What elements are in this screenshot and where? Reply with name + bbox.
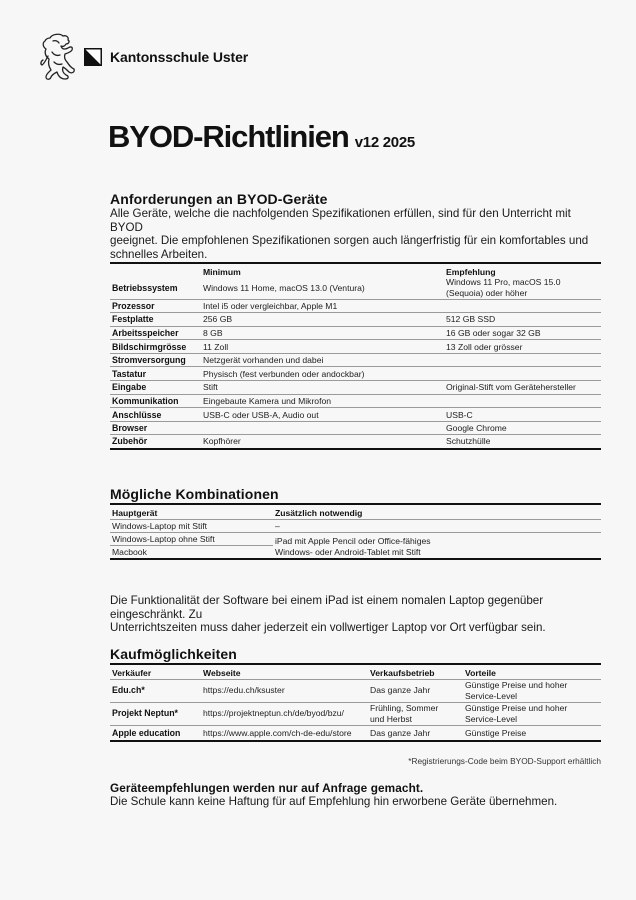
column-header-website: Webseite bbox=[201, 664, 368, 679]
column-header-seller: Verkäufer bbox=[110, 664, 201, 679]
column-header bbox=[110, 263, 201, 277]
minimum-value: Eingebaute Kamera und Mikrofon bbox=[203, 395, 332, 406]
column-header-additional: Zusätzlich notwendig bbox=[273, 504, 601, 519]
column-header-device: Hauptgerät bbox=[110, 504, 273, 519]
table-row bbox=[110, 519, 601, 532]
minimum-value: 8 GB bbox=[203, 327, 223, 338]
row-label: Arbeitsspeicher bbox=[112, 327, 179, 338]
benefits bbox=[463, 679, 601, 702]
table-row bbox=[110, 421, 601, 435]
zurich-canton-square-icon bbox=[84, 48, 102, 66]
table-row bbox=[110, 340, 601, 354]
title-version: v12 2025 bbox=[354, 134, 415, 151]
table-header-row bbox=[110, 504, 601, 519]
table-row bbox=[110, 313, 601, 327]
benefits bbox=[463, 702, 601, 725]
row-label: Eingabe bbox=[112, 382, 147, 393]
row-label: Stromversorgung bbox=[112, 355, 186, 366]
disclaimer-text: Die Schule kann keine Haftung für auf Empfehlung hin erworbene Geräte übernehmen. bbox=[110, 795, 558, 808]
minimum-value: 11 Zoll bbox=[203, 341, 229, 352]
combinations-heading: Mögliche Kombinationen bbox=[110, 486, 279, 502]
recommended-value: Original-Stift vom Gerätehersteller bbox=[446, 382, 576, 393]
zurich-lion-icon bbox=[38, 32, 78, 82]
recommended-value bbox=[444, 353, 601, 367]
purchase-heading: Kaufmöglichkeiten bbox=[110, 646, 237, 662]
note-line: Unterrichtszeiten muss daher jederzeit ein vollwertiger Laptop vor Ort verfügbar sein. bbox=[110, 621, 546, 635]
recommended-value: Google Chrome bbox=[446, 423, 507, 434]
minimum-value: Kopfhörer bbox=[203, 436, 241, 447]
benefits-line: Günstige Preise und hoher bbox=[465, 680, 568, 690]
row-label: Prozessor bbox=[112, 300, 155, 311]
column-header-benefits: Vorteile bbox=[463, 664, 601, 679]
device-name: Macbook bbox=[112, 546, 147, 557]
benefits-line: Service-Level bbox=[465, 713, 518, 724]
column-header-recommended: Empfehlung bbox=[446, 266, 496, 277]
row-label: Anschlüsse bbox=[112, 409, 162, 420]
row-label: Tastatur bbox=[112, 368, 147, 379]
table-row bbox=[110, 326, 601, 340]
recommended-line: Windows 11 Pro, macOS 15.0 bbox=[446, 277, 561, 288]
seller-website-link[interactable]: https://edu.ch/ksuster bbox=[201, 679, 368, 702]
minimum-value: USB-C oder USB-A, Audio out bbox=[203, 409, 319, 420]
requirements-table bbox=[110, 262, 601, 450]
page-title bbox=[108, 119, 415, 155]
additional-requirement bbox=[273, 532, 601, 559]
seller-name: Projekt Neptun* bbox=[110, 702, 201, 725]
recommended-value bbox=[444, 299, 601, 313]
row-label: Kommunikation bbox=[112, 395, 179, 406]
minimum-value: 256 GB bbox=[203, 314, 233, 325]
recommended-value bbox=[444, 394, 601, 408]
recommended-value: 16 GB oder sogar 32 GB bbox=[446, 327, 541, 338]
minimum-value: Netzgerät vorhanden und dabei bbox=[203, 355, 324, 366]
recommended-value bbox=[444, 277, 601, 299]
availability-line: Frühling, Sommer bbox=[370, 703, 439, 713]
requirements-heading: Anforderungen an BYOD-Geräte bbox=[110, 191, 328, 207]
row-label: Bildschirmgrösse bbox=[112, 341, 187, 352]
minimum-value bbox=[201, 421, 444, 435]
disclaimer-heading: Geräteempfehlungen werden nur auf Anfrage gemacht. bbox=[110, 781, 424, 795]
table-row bbox=[110, 381, 601, 395]
availability: Das ganze Jahr bbox=[368, 679, 463, 702]
minimum-value: Physisch (fest verbunden oder andockbar) bbox=[203, 368, 365, 379]
additional-line: Windows- oder Android-Tablet mit Stift bbox=[275, 546, 421, 557]
table-row bbox=[110, 408, 601, 422]
availability-line: und Herbst bbox=[370, 713, 413, 724]
recommended-line: (Sequoia) oder höher bbox=[446, 287, 528, 298]
table-header-row bbox=[110, 664, 601, 679]
minimum-value: Stift bbox=[203, 382, 218, 393]
device-name: Windows-Laptop mit Stift bbox=[110, 519, 273, 532]
row-label: Zubehör bbox=[112, 436, 148, 447]
table-row bbox=[110, 299, 601, 313]
row-label: Browser bbox=[112, 423, 148, 434]
recommended-value: 512 GB SSD bbox=[446, 314, 496, 325]
seller-website-link[interactable]: https://www.apple.com/ch-de-edu/store bbox=[203, 727, 352, 738]
requirements-intro bbox=[110, 207, 600, 261]
intro-line: Alle Geräte, welche die nachfolgenden Spezifikationen erfüllen, sind für den Unterricht mit BYOD bbox=[110, 207, 571, 234]
purchase-table bbox=[110, 663, 601, 742]
additional-line: iPad mit Apple Pencil oder Office-fähiges bbox=[275, 536, 431, 547]
intro-line: schnelles Arbeiten. bbox=[110, 247, 208, 261]
recommended-value: USB-C bbox=[446, 409, 473, 420]
school-name: Kantonsschule Uster bbox=[110, 49, 249, 65]
intro-line: geeignet. Die empfohlenen Spezifikationen sorgen auch längerfristig für ein komfortables und bbox=[110, 234, 589, 248]
minimum-value: Intel i5 oder vergleichbar, Apple M1 bbox=[203, 300, 338, 311]
device-name: Windows-Laptop ohne Stift bbox=[110, 532, 273, 545]
table-row bbox=[110, 435, 601, 449]
combinations-note bbox=[110, 594, 605, 635]
benefits-line: Service-Level bbox=[465, 690, 518, 701]
table-row bbox=[110, 532, 601, 545]
combinations-table bbox=[110, 503, 601, 560]
column-header-minimum: Minimum bbox=[203, 266, 241, 277]
additional-requirement: – bbox=[273, 519, 601, 532]
minimum-value: Windows 11 Home, macOS 13.0 (Ventura) bbox=[203, 282, 365, 293]
availability: Das ganze Jahr bbox=[370, 727, 431, 738]
table-row bbox=[110, 277, 601, 299]
table-row bbox=[110, 679, 601, 702]
recommended-value: 13 Zoll oder grösser bbox=[446, 341, 523, 352]
table-row bbox=[110, 394, 601, 408]
row-label: Festplatte bbox=[112, 314, 154, 325]
availability bbox=[368, 702, 463, 725]
column-header-availability: Verkaufsbetrieb bbox=[368, 664, 463, 679]
recommended-value bbox=[444, 367, 601, 381]
seller-name: Apple education bbox=[112, 727, 181, 738]
recommended-value: Schutzhülle bbox=[446, 436, 491, 447]
table-header-row bbox=[110, 263, 601, 277]
table-row bbox=[110, 353, 601, 367]
table-row bbox=[110, 702, 601, 725]
title-main: BYOD-Richtlinien bbox=[108, 119, 349, 154]
benefits: Günstige Preise bbox=[465, 727, 527, 738]
table-row bbox=[110, 725, 601, 741]
seller-name: Edu.ch* bbox=[110, 679, 201, 702]
seller-website-link[interactable]: https://projektneptun.ch/de/byod/bzu/ bbox=[201, 702, 368, 725]
row-label: Betriebssystem bbox=[112, 282, 178, 293]
note-line: Die Funktionalität der Software bei einem iPad ist einem nomalen Laptop gegenüber eingeschränkt. Zu bbox=[110, 594, 544, 621]
table-row bbox=[110, 367, 601, 381]
benefits-line: Günstige Preise und hoher bbox=[465, 703, 568, 713]
registration-footnote: *Registrierungs-Code beim BYOD-Support erhältlich bbox=[408, 756, 601, 766]
